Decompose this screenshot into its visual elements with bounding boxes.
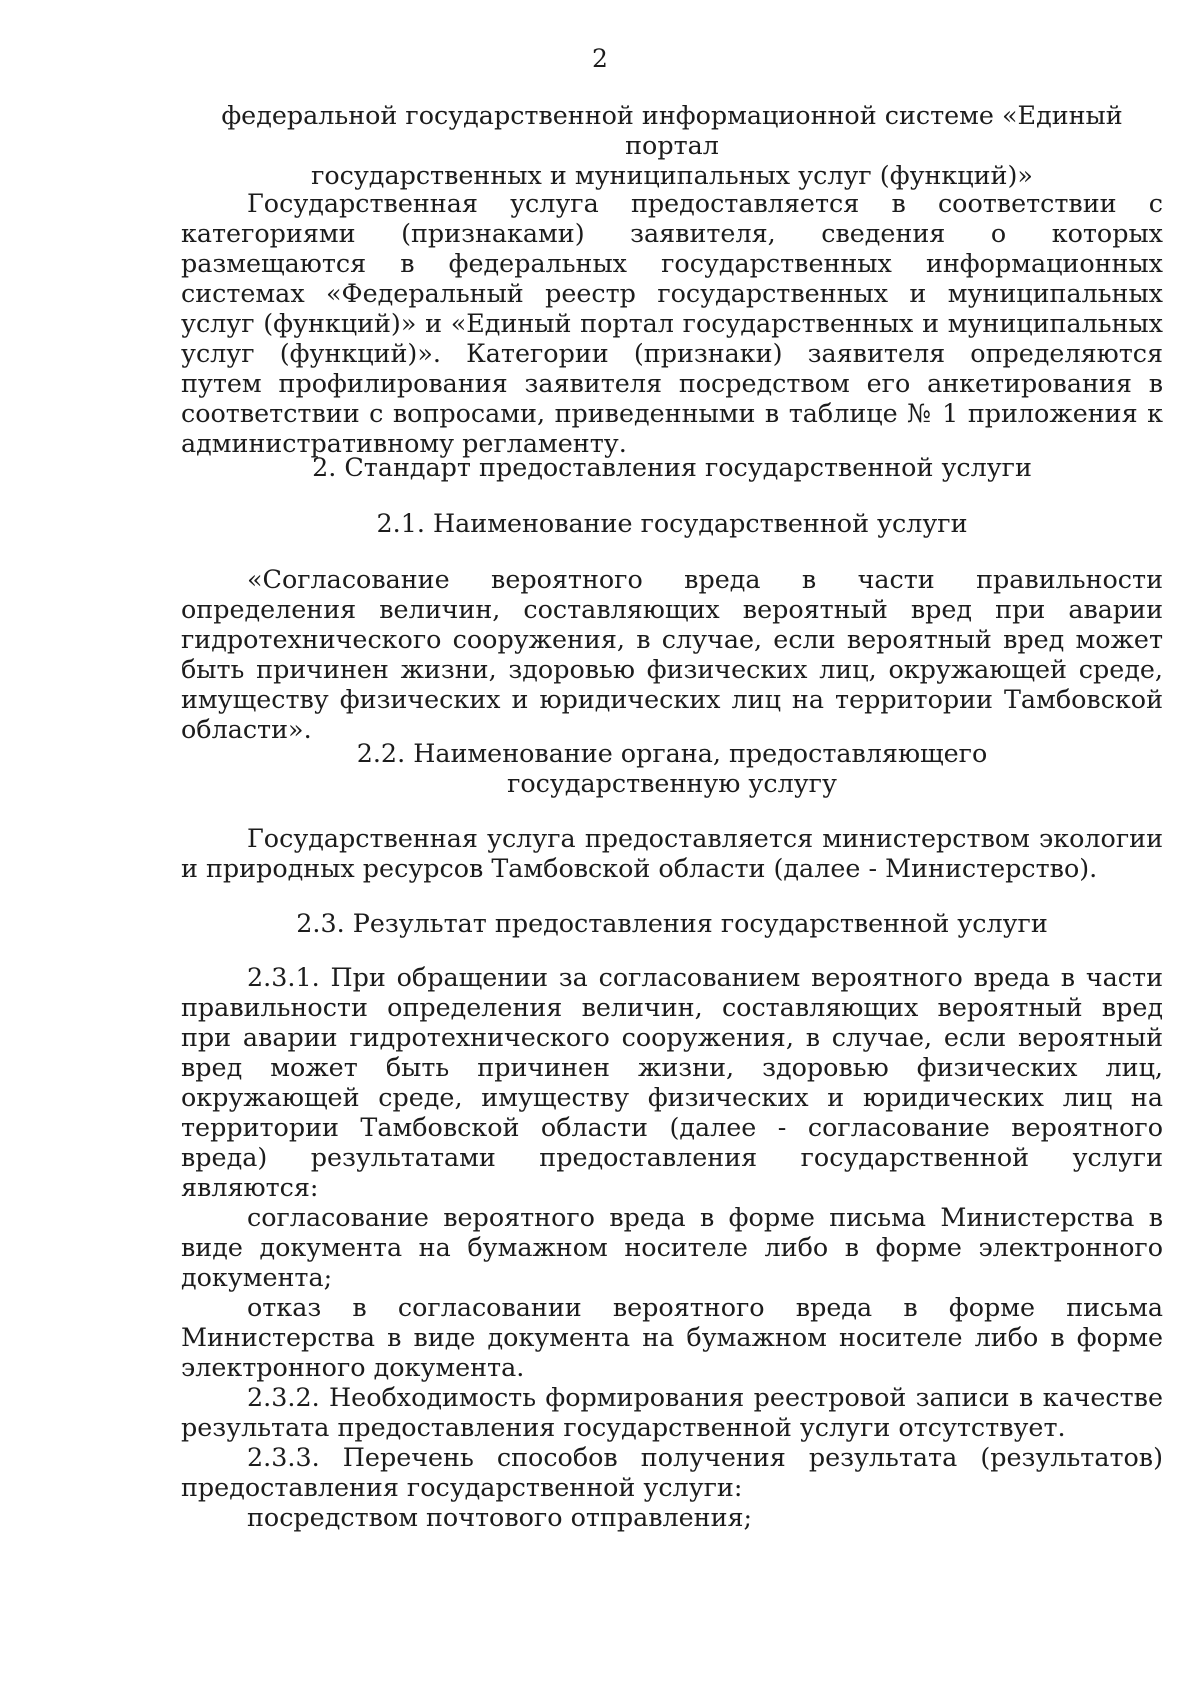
- section-2-3-3-text: 2.3.3. Перечень способов получения результата (результатов) предоставления государственной услуги:: [181, 1442, 1163, 1502]
- section-2-heading: 2. Стандарт предоставления государственной услуги: [312, 452, 1032, 482]
- section-2-3-1-item-1: согласование вероятного вреда в форме письма Министерства в виде документа на бумажном носителе либо в форме электронного документа;: [181, 1202, 1163, 1292]
- paragraph-categories: Государственная услуга предоставляется в соответствии с категориями (признаками) заявителя, сведения о которых размещаются в федеральных государственных информационных системах «Федеральный реестр государственных и муниципальных услуг (функций)» и «Единый портал государственных и муниципальных услуг (функций)». Категории (признаки) заявителя определяются путем профилирования заявителя посредством его анкетирования в соответствии с вопросами, приведенными в таблице № 1 приложения к административному регламенту.: [181, 188, 1163, 458]
- page-number: 2: [592, 44, 608, 73]
- section-2-2-heading-line-1: 2.2. Наименование органа, предоставляющего: [356, 738, 988, 768]
- section-2-3-body: [181, 962, 1163, 1532]
- section-2-1-text: «Согласование вероятного вреда в части правильности определения величин, составляющих вероятный вред при аварии гидротехнического сооружения, в случае, если вероятный вред может быть причинен жизни, здоровью физических лиц, окружающей среде, имуществу физических и юридических лиц на территории Тамбовской области».: [181, 564, 1163, 744]
- intro-line-2: государственных и муниципальных услуг (функций)»: [311, 160, 1033, 190]
- section-2-2-text: Государственная услуга предоставляется министерством экологии и природных ресурсов Тамбовской области (далее - Министерство).: [181, 823, 1163, 883]
- section-2-2-heading-line-2: государственную услугу: [507, 768, 837, 798]
- section-2-2-heading: [181, 738, 1163, 798]
- section-2-3-heading: 2.3. Результат предоставления государственной услуги: [296, 908, 1048, 938]
- section-2-3-2-text: 2.3.2. Необходимость формирования реестровой записи в качестве результата предоставления государственной услуги отсутствует.: [181, 1382, 1163, 1442]
- section-2-3-1-item-2: отказ в согласовании вероятного вреда в форме письма Министерства в виде документа на бумажном носителе либо в форме электронного документа.: [181, 1292, 1163, 1382]
- section-2-3-3-item-1: посредством почтового отправления;: [247, 1502, 753, 1532]
- section-2-3-1-text: 2.3.1. При обращении за согласованием вероятного вреда в части правильности определения величин, составляющих вероятный вред при аварии гидротехнического сооружения, в случае, если вероятный вред может быть причинен жизни, здоровью физических лиц, окружающей среде, имуществу физических и юридических лиц на территории Тамбовской области (далее - согласование вероятного вреда) результатами предоставления государственной услуги являются:: [181, 962, 1163, 1202]
- intro-continuation: [181, 100, 1163, 190]
- section-2-1-heading: 2.1. Наименование государственной услуги: [376, 508, 968, 538]
- intro-line-1: федеральной государственной информационной системе «Единый портал: [221, 100, 1123, 160]
